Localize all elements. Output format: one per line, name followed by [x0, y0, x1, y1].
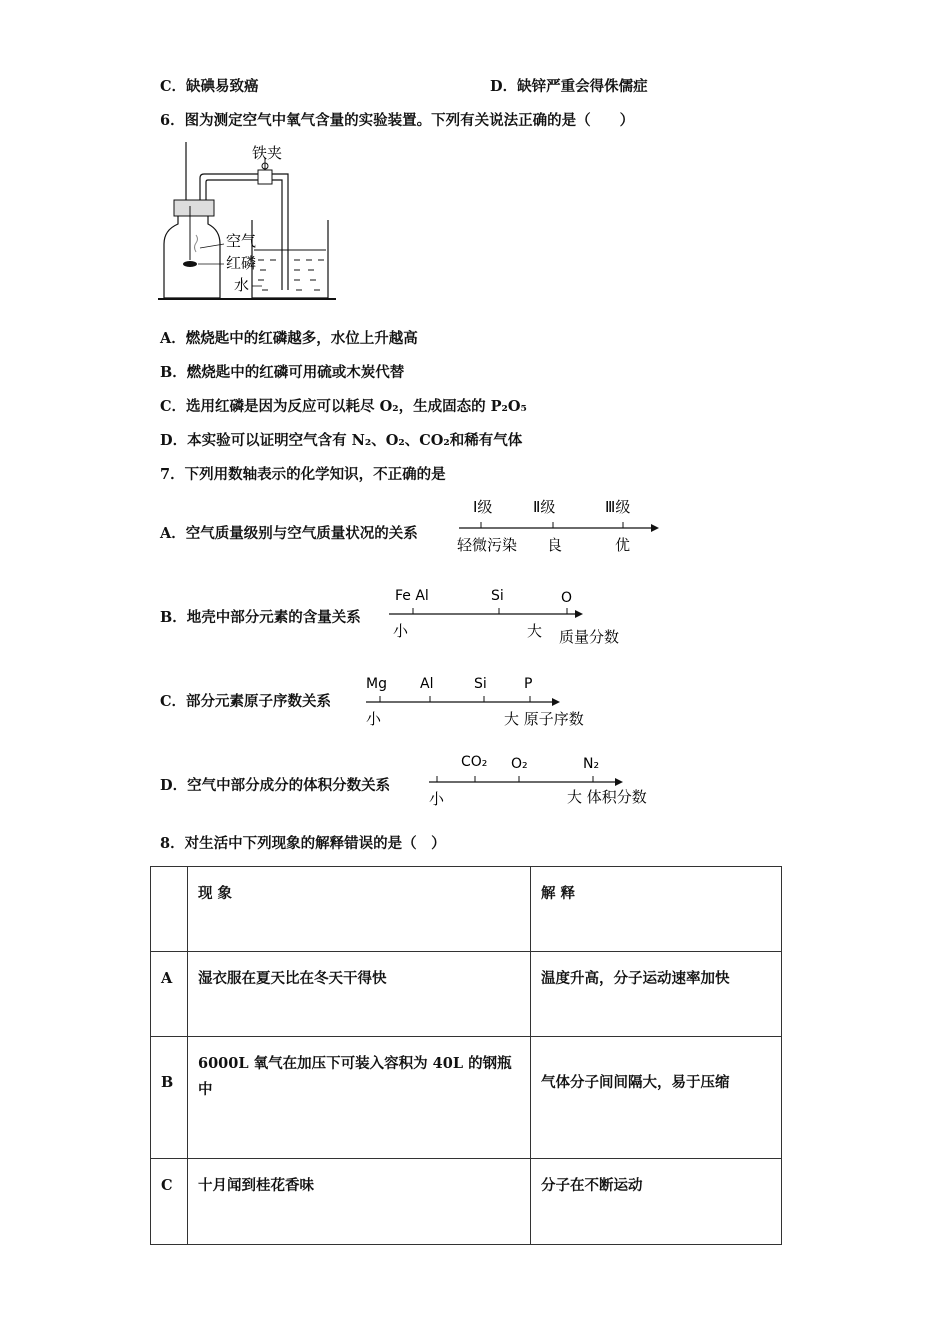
row-a-letter: A: [151, 952, 188, 1037]
q6-option-b: B．燃烧匙中的红磷可用硫或木炭代替: [160, 364, 405, 381]
q7-option-b-axis: [385, 582, 635, 648]
header-cell-phenomenon: 现 象: [188, 867, 531, 952]
q6-option-a: A．燃烧匙中的红磷越多，水位上升越高: [160, 330, 418, 347]
row-b-letter: B: [151, 1037, 188, 1159]
q7-option-a-label: A．空气质量级别与空气质量状况的关系: [160, 525, 418, 542]
table-row: [151, 1037, 782, 1159]
axis-c-tick-2: Al: [420, 676, 434, 692]
row-a-explanation: 温度升高，分子运动速率加快: [531, 952, 782, 1037]
q8-table: [150, 866, 782, 1245]
axis-b-bottom-3: 质量分数: [559, 628, 620, 646]
axis-c-tick-1: Mg: [366, 676, 387, 692]
axis-c-bottom-1: 小: [366, 710, 382, 728]
axis-d-tick-1: CO₂: [461, 754, 488, 770]
q7-option-d-label: D．空气中部分成分的体积分数关系: [160, 777, 391, 794]
q7-option-d-axis: [425, 750, 675, 814]
q6-stem: 6．图为测定空气中氧气含量的实验装置。下列有关说法正确的是（ ）: [160, 112, 635, 129]
axis-a-tick-1: Ⅰ级: [473, 498, 493, 516]
row-c-explanation: 分子在不断运动: [531, 1159, 782, 1245]
q5-option-c: C．缺碘易致癌: [160, 78, 259, 95]
table-header-row: [151, 867, 782, 952]
axis-c-tick-3: Si: [474, 676, 487, 692]
label-air: 空气: [226, 232, 257, 250]
q6-option-c: C．选用红磷是因为反应可以耗尽 O₂，生成固态的 P₂O₅: [160, 398, 527, 415]
axis-a-bottom-3: 优: [615, 536, 631, 554]
q7-stem: 7．下列用数轴表示的化学知识，不正确的是: [160, 466, 446, 483]
row-c-phenomenon: 十月闻到桂花香味: [188, 1159, 531, 1245]
axis-b-bottom-1: 小: [393, 622, 409, 640]
axis-c-bottom-2: 大 原子序数: [504, 710, 584, 728]
q7-option-c-label: C．部分元素原子序数关系: [160, 693, 332, 710]
q5-option-d: D．缺锌严重会得侏儒症: [490, 78, 648, 95]
axis-d-tick-2: O₂: [511, 756, 528, 772]
row-b-explanation: 气体分子间间隔大，易于压缩: [531, 1037, 782, 1159]
q8-stem: 8．对生活中下列现象的解释错误的是（ ）: [160, 835, 446, 852]
q7-option-a-axis: [455, 494, 665, 558]
axis-c-tick-4: P: [524, 676, 533, 692]
header-cell-explanation: 解 释: [531, 867, 782, 952]
header-cell-blank: [151, 867, 188, 952]
q7-option-c-axis: [362, 670, 602, 734]
axis-a-bottom-1: 轻微污染: [457, 536, 518, 554]
q6-apparatus-figure: [150, 140, 350, 305]
row-c-letter: C: [151, 1159, 188, 1245]
axis-d-bottom-2: 大 体积分数: [567, 788, 647, 806]
q6-option-d: D．本实验可以证明空气含有 N₂、O₂、CO₂和稀有气体: [160, 432, 523, 449]
q7-option-b-label: B．地壳中部分元素的含量关系: [160, 609, 361, 626]
label-phosphorus: 红磷: [226, 254, 257, 272]
axis-b-tick-3: O: [561, 590, 573, 606]
row-a-phenomenon: 湿衣服在夏天比在冬天干得快: [188, 952, 531, 1037]
axis-a-bottom-2: 良: [547, 536, 563, 554]
row-b-phenomenon: 6000L 氧气在加压下可装入容积为 40L 的钢瓶中: [188, 1037, 531, 1159]
table-row: [151, 952, 782, 1037]
label-clamp: 铁夹: [252, 144, 283, 162]
table-row: [151, 1159, 782, 1245]
axis-a-tick-2: Ⅱ级: [533, 498, 556, 516]
axis-d-bottom-1: 小: [429, 790, 445, 808]
axis-d-tick-3: N₂: [583, 756, 600, 772]
axis-b-bottom-2: 大: [527, 622, 543, 640]
axis-a-tick-3: Ⅲ级: [605, 498, 631, 516]
axis-b-tick-1: Fe Al: [395, 588, 429, 604]
axis-b-tick-2: Si: [491, 588, 504, 604]
label-water: 水: [234, 276, 250, 294]
